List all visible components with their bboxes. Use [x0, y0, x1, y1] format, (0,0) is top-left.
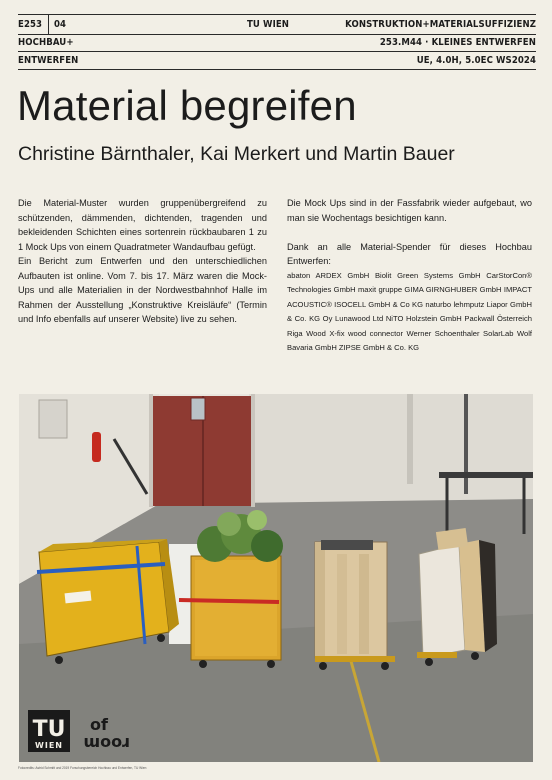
institution: TU WIEN [247, 19, 290, 30]
course-code: E253 [18, 19, 43, 30]
header-rule-bottom [18, 69, 536, 70]
schedule: UE, 4.0H, 5.0EC WS2024 [416, 55, 536, 66]
page-title: Material begreifen [17, 82, 357, 129]
left-column [18, 196, 267, 327]
authors: Christine Bärnthaler, Kai Merkert und Martin Bauer [18, 143, 455, 165]
of-room-logo-bottom: room [83, 734, 130, 753]
department: KONSTRUKTION+MATERIALSUFFIZIENZ [345, 19, 536, 30]
category-line1: HOCHBAU+ [18, 37, 74, 48]
course-info: 253.M44 · KLEINES ENTWERFEN [379, 37, 536, 48]
right-paragraph-2: Dank an alle Material-Spender für dieses Hochbau Entwerfen: [287, 241, 532, 266]
logo-area [28, 708, 168, 763]
right-paragraph-1: Die Mock Ups sind in der Fassfabrik wieder aufgebaut, wo man sie Wochentags besichtigen kann. [287, 198, 532, 223]
header-divider [48, 14, 49, 34]
mock-ups-photo [19, 394, 533, 762]
tu-logo-text: TU [32, 717, 66, 742]
header-rule-1 [18, 34, 536, 35]
sponsor-list: abaton ARDEX GmbH Biolit Green Systems GmbH CarStorCon® Technologies GmbH maxit gruppe GIMA GIRNGHUBER GmbH IMPACT ACOUSTIC® ISOCELL GmbH & Co KG naturbo lehmputz Liapor GmbH & Co. KG Oy Lunawood Ltd NiTO Holzstein GmbH Packwall Österreich Riga Wood X-fix wood connector Werner Schoenthaler SolarLab Wolf Bavaria GmbH ZIPSE GmbH & Co. KG [287, 270, 532, 352]
exhibition-photo [19, 394, 533, 762]
right-column [287, 196, 532, 356]
left-paragraph-2: Ein Bericht zum Entwerfen und den unterschiedlichen Aufbauten ist online. Vom 7. bis 17. März waren die Mock-Ups und alle Materialien in der Nordwestbahnhof Halle im Rahmen der Ausstellung „Konstruktive Kreisläufe“ (Termin und Info ebenfalls auf unserer Website) live zu sehen. [18, 256, 267, 324]
wien-logo-text: WIEN [35, 741, 63, 750]
header-rule-top [18, 14, 536, 15]
header-rule-2 [18, 51, 536, 52]
issue-number: 04 [54, 19, 67, 30]
category-line2: ENTWERFEN [18, 55, 79, 66]
photo-credit: Fotocredits: Astrid Schmitt und 2019 Forschungsbereich Hochbau und Entwerfen, TU Wien [18, 766, 147, 770]
tu-wien-logo [28, 708, 168, 758]
of-room-logo-top: of [90, 715, 108, 734]
left-paragraph-1: Die Material-Muster wurden gruppenübergreifend zu schützenden, dämmenden, dichtenden, tragenden und bekleidenden Schichten eines sortenrein rückbaubaren 1 zu 1 Mock Ups von einem Quadratmeter Wandaufbau gefügt. [18, 198, 267, 252]
